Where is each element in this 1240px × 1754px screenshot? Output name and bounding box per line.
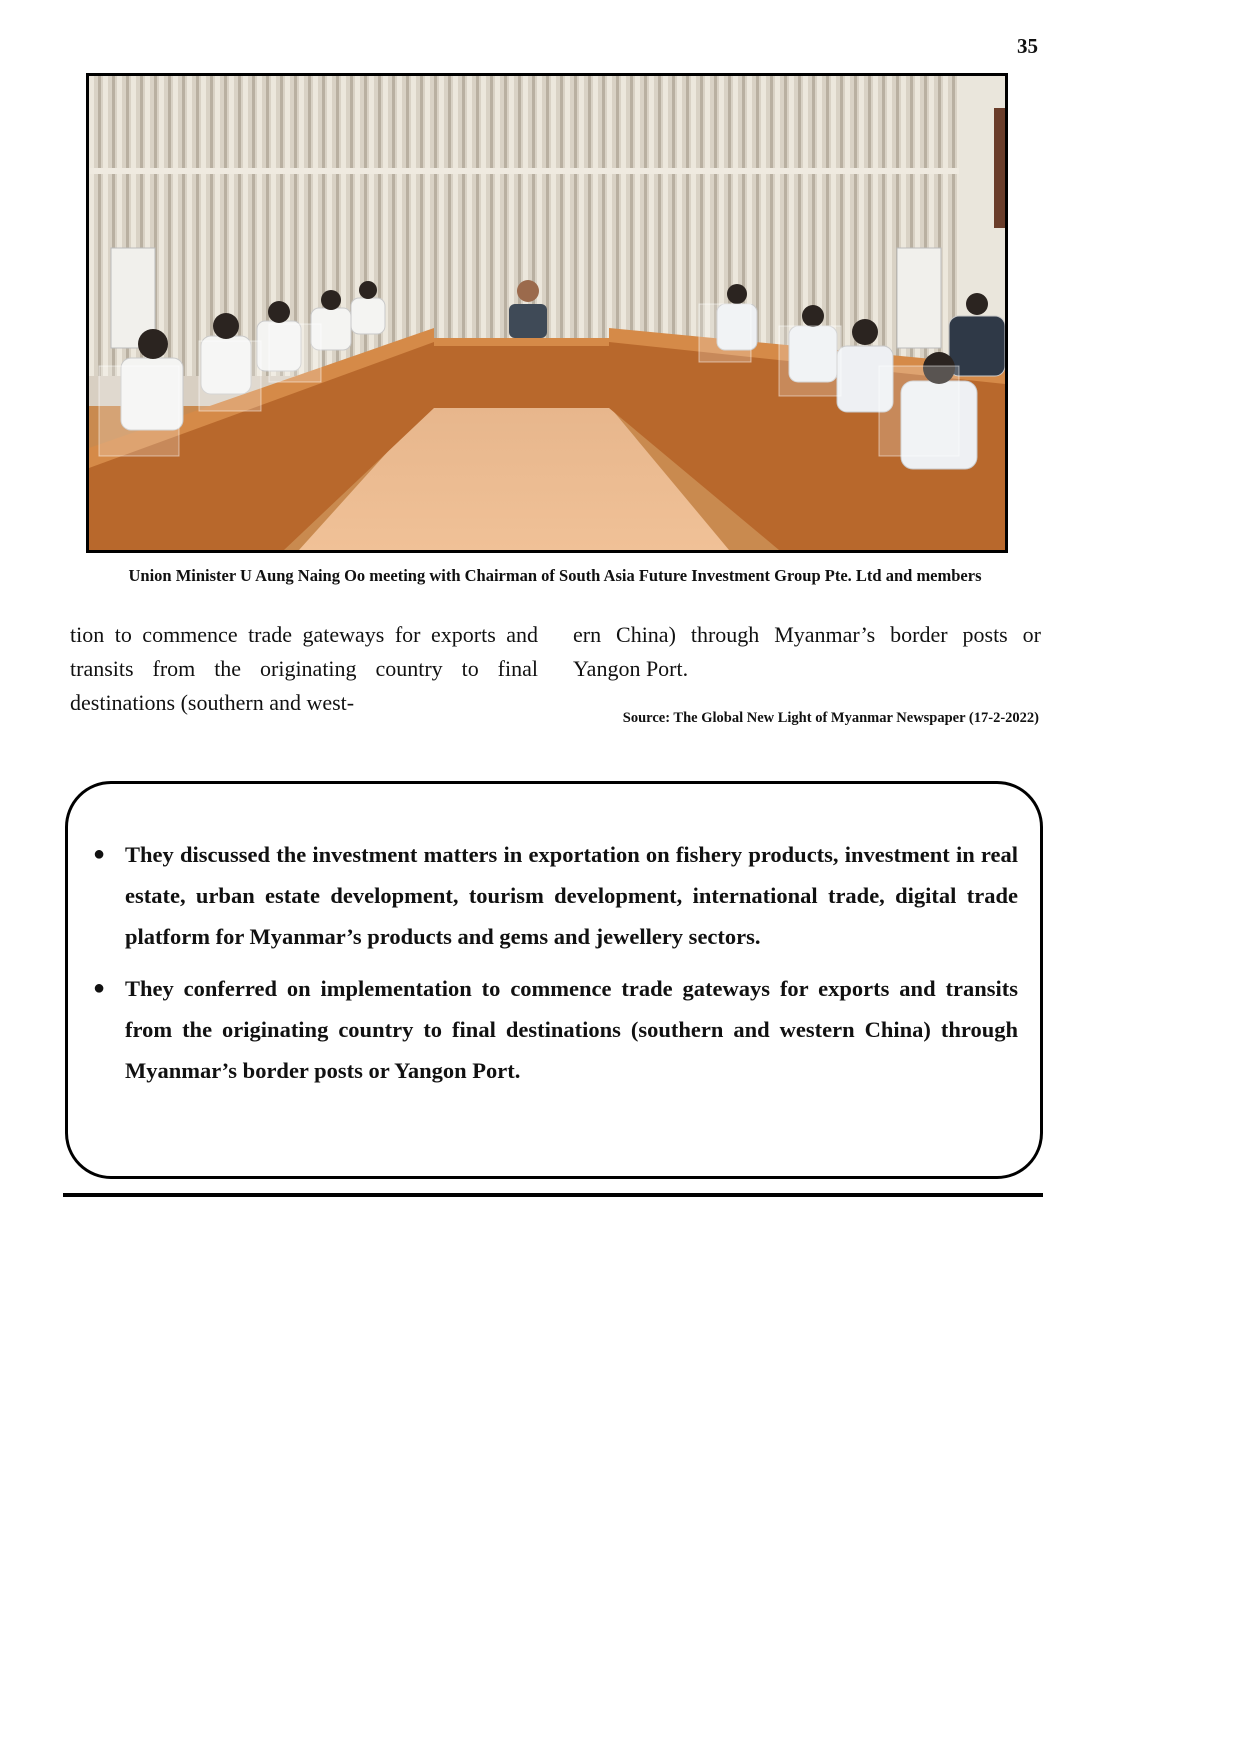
bullet-icon: ● (93, 977, 106, 999)
summary-bullet (93, 968, 1018, 1091)
summary-bullet-text: They discussed the investment matters in exportation on fishery products, investment in real estate, urban estate development, tourism development, international trade, digital trade platform for Myanmar’s products and gems and jewellery sectors. (125, 842, 1018, 949)
divider-rule (63, 1193, 1043, 1197)
summary-bullet-text: They conferred on implementation to commence trade gateways for exports and transits from the originating country to final destinations (southern and western China) through Myanmar’s border posts or Yangon Port. (125, 976, 1018, 1083)
photo-caption: Union Minister U Aung Naing Oo meeting with Chairman of South Asia Future Investment Group Pte. Ltd and members (128, 566, 982, 585)
article-left-column: tion to commence trade gateways for exports and transits from the originating country to final destinations (southern and west- (70, 622, 538, 715)
bullet-icon: ● (93, 843, 106, 865)
summary-bullet (93, 834, 1018, 957)
page-number: 35 (1017, 34, 1038, 58)
meeting-photo (86, 73, 1008, 553)
source-citation: Source: The Global New Light of Myanmar Newspaper (17-2-2022) (622, 710, 1039, 726)
summary-box (65, 781, 1043, 1179)
meeting-photo-illustration (89, 76, 1005, 550)
article-right-column: ern China) through Myanmar’s border posts or Yangon Port. (573, 622, 1041, 681)
summary-list (68, 784, 1040, 1091)
